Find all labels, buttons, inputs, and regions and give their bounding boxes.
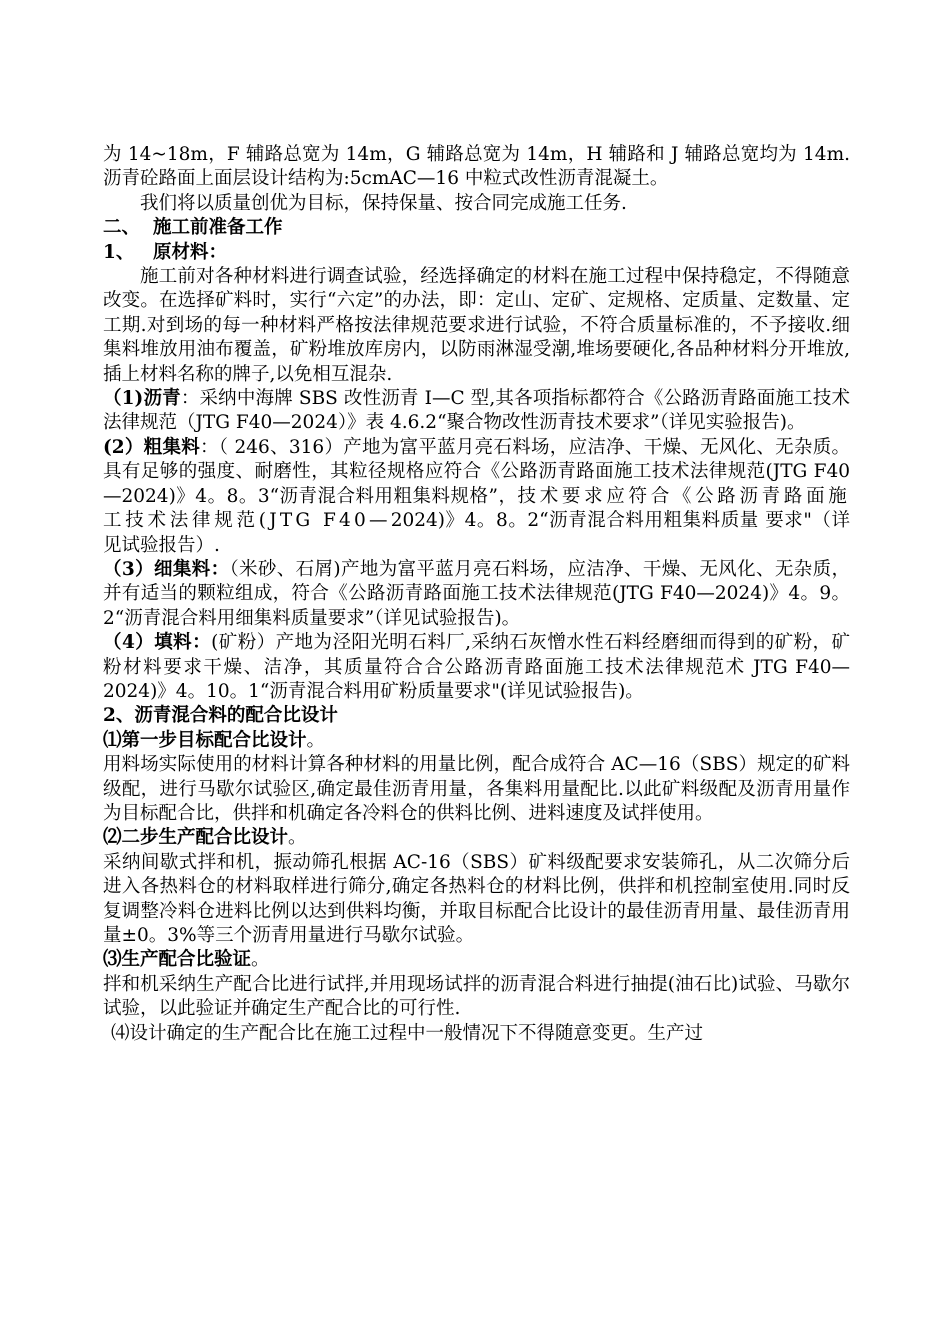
fine-text: （米砂、石屑)产地为富平蓝月亮石料场，应洁净、干燥、无风化、无杂质，并有适当的颗粒组成，符合《公路沥青路面施工技术法律规范(JTG F40—2024)》4。9。2“沥青混合料用细集料质量要求”（详见试验报告)。 — [103, 558, 850, 629]
step3-end: 。 — [251, 949, 270, 971]
fine-label: （3）细集料： — [103, 558, 230, 580]
step3-label: ⑶生产配合比验证 — [103, 949, 252, 971]
section-heading-preparation — [103, 216, 850, 240]
paragraph-road-widths: 为 14~18m，F 辅路总宽为 14m，G 辅路总宽为 14m，H 辅路和 J 辅路总宽均为 14m.沥青砼路面上面层设计结构为:5cmAC—16 中粒式改性沥青混凝土。 — [103, 144, 850, 190]
section-title: 施工前准备工作 — [153, 217, 283, 239]
subsection-heading-materials — [103, 241, 850, 265]
subsection-heading-mix-design: 2、沥青混合料的配合比设计 — [103, 705, 338, 727]
step1-heading — [103, 729, 850, 753]
filler-label: （4）填料： — [103, 632, 212, 654]
filler-text: (矿粉）产地为泾阳光明石料厂,采纳石灰憎水性石料经磨细而得到的矿粉，矿粉材料要求干燥、洁净，其质量符合合公路沥青路面施工技术法律规范术 JTG F40—2024)》4。10。1“沥青混合料用矿粉质量要求"(详见试验报告)。 — [103, 632, 850, 702]
coarse-spaced-line: 技术要求应符合《公路沥青路面施工技术法律规范(JTG F40— — [103, 485, 850, 532]
section-number: 二、 — [103, 217, 141, 239]
paragraph-step1: 用料场实际使用的材料计算各种材料的用量比例，配合成符合 AC—16（SBS）规定的矿料级配，进行马歇尔试验区,确定最佳沥青用量，各集料用量配比.以此矿料级配及沥青用量作为目标配合比，供拌和机确定各冷料仓的供料比例、进料速度及试拌使用。 — [103, 754, 850, 824]
asphalt-label: （1)沥青 — [103, 388, 181, 410]
step2-heading — [103, 826, 850, 850]
step1-label: ⑴第一步目标配合比设计 — [103, 729, 307, 751]
step2-end: 。 — [288, 827, 307, 849]
step1-end: 。 — [306, 729, 326, 751]
paragraph-step4: ⑷设计确定的生产配合比在施工过程中一般情况下不得随意变更。生产过 — [111, 1022, 704, 1044]
step3-heading — [103, 948, 850, 972]
paragraph-fine-aggregate — [103, 558, 850, 631]
paragraph-asphalt — [103, 387, 850, 436]
paragraph-step2: 采纳间歇式拌和机，振动筛孔根据 AC-16（SBS）矿料级配要求安装筛孔，从二次筛分后进入各热料仓的材料取样进行筛分,确定各热料仓的材料比例，供拌和机控制室使用.同时反复调整冷料仓进料比例以达到供料均衡，并取目标配合比设计的最佳沥青用量、最佳沥青用量±0。3%等三个沥青用量进行马歇尔试验。 — [103, 851, 850, 946]
paragraph-quality-goal: 我们将以质量创优为目标，保持保量、按合同完成施工任务. — [140, 192, 627, 214]
coarse-tail: 2024)》4。8。2“沥青混合料用粗集料质量 要求"（详见试验报告）. — [103, 510, 850, 556]
asphalt-text: ：采纳中海牌 SBS 改性沥青 I—C 型,其各项指标都符合《公路沥青路面施工技术法律规范（JTG F40—2024）》表 4.6.2“聚合物改性沥青技术要求”（详见实验报告)。 — [103, 388, 850, 434]
document-page — [103, 143, 850, 1046]
coarse-text: ：（ 246、316）产地为富平蓝月亮石料场，应洁净、干燥、无风化、无杂质。具有足够的强度、耐磨性，其粒径规格应符合《公路沥青路面施工技术法律规范(JTG F40—2024)》4。8。3“沥青混合料用粗集料规格”， — [103, 436, 850, 507]
subsection-number: 1、 — [103, 241, 135, 263]
subsection-title: 原材料： — [153, 241, 228, 263]
paragraph-material-testing: 施工前对各种材料进行调查试验，经选择确定的材料在施工过程中保持稳定，不得随意改变。在选择矿料时，实行“六定”的办法，即：定山、定矿、定规格、定质量、定数量、定工期.对到场的每一种材料严格按法律规范要求进行试验，不符合质量标准的，不予接收.细集料堆放用油布覆盖，矿粉堆放库房内，以防雨淋湿受潮,堆场要硬化,各品种材料分开堆放,插上材料名称的牌子,以免相互混杂. — [103, 266, 850, 385]
paragraph-filler — [103, 631, 850, 704]
paragraph-coarse-aggregate — [103, 436, 850, 558]
coarse-label: (2）粗集料 — [103, 436, 201, 458]
step2-label: ⑵二步生产配合比设计 — [103, 827, 289, 849]
paragraph-step3: 拌和机采纳生产配合比进行试拌,并用现场试拌的沥青混合料进行抽提(油石比)试验、马歇尔试验，以此验证并确定生产配合比的可行性. — [103, 973, 850, 1020]
